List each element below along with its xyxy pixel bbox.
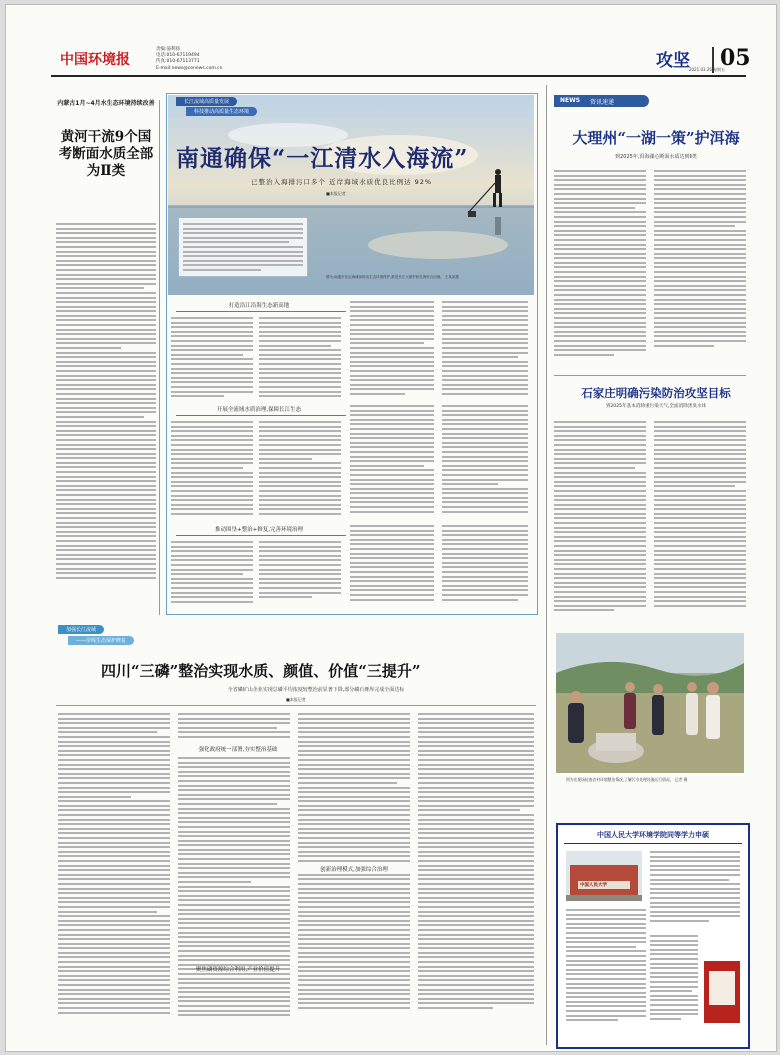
ad-box xyxy=(556,823,750,1049)
news-photo xyxy=(556,633,744,773)
news-flash-tag xyxy=(554,95,649,107)
news-photo-caption: 图为在现场检查农村环境整治情况,了解污水处理设施运行情况。 记者 摄 xyxy=(566,777,688,782)
lead-body-col4b xyxy=(442,405,528,521)
subhead-rule xyxy=(176,535,346,536)
news-2-body-col1 xyxy=(554,421,646,629)
sichuan-subhead-1: 强化政府统一部署,夯实整治基础 xyxy=(198,747,278,753)
lead-body-col1b xyxy=(171,421,253,521)
lead-body-col4c xyxy=(442,525,528,609)
news-flash-tag-cn: 资讯速递 xyxy=(590,99,615,106)
news-title-2: 石家庄明确污染防治攻坚目标 xyxy=(581,386,731,400)
lead-photo-caption: 图为:南通市在沿海滩涂推动生态环境保护,推进长江大保护和近海综合治理。 王某某摄 xyxy=(326,275,459,279)
sichuan-body-col3 xyxy=(298,713,410,1041)
right-column-rule xyxy=(546,85,547,1045)
lead-subhead-2: 开展全流域水质治理,保障长江生态 xyxy=(216,407,302,413)
subhead-rule xyxy=(176,415,346,416)
news-flash-tag-en: NEWS xyxy=(560,97,581,104)
ad-book-cover xyxy=(704,961,740,1023)
lead-body-col2b xyxy=(259,421,341,521)
lead-subhead-1: 打造沿江沿海生态新高地 xyxy=(228,303,290,309)
lead-intro-text xyxy=(183,223,303,273)
left-brief-title: 黄河干流9个国考断面水质全部为Ⅱ类 xyxy=(58,129,154,179)
page-date: 2021.03.26 星期五 xyxy=(689,67,726,72)
ad-rule xyxy=(564,843,742,844)
ad-book-page xyxy=(709,971,735,1005)
page-number: 05 xyxy=(720,45,751,71)
ad-building-photo xyxy=(566,851,642,901)
news-deck-2: 到2025年基本消除重污染天气,全面消除黑臭水体 xyxy=(605,404,707,409)
masthead-info: 责编:晏利扬 电话:010-67119494 传真:010-67113771 E-mail:news@cenews.com.cn xyxy=(156,47,223,71)
news-1-body-col1 xyxy=(554,170,646,370)
news-2-body-col2 xyxy=(654,421,746,629)
village-photo-graphic xyxy=(556,633,744,773)
lead-byline: ■本报记者 xyxy=(326,191,346,196)
sichuan-subhead-2: 创新治理模式,加强综合治理 xyxy=(298,865,410,873)
lead-body-col2c xyxy=(259,541,341,609)
ad-title: 中国人民大学环境学院同等学力申硕 xyxy=(597,831,709,839)
sichuan-deck: 全省磷矿山企业实现总磷平均浓度较整治前显著下降,部分磷石膏库完成全面达标 xyxy=(227,687,405,693)
sichuan-tag-2: ——岸线生态保护修复 xyxy=(68,636,134,645)
newspaper-page xyxy=(5,4,777,1052)
column-rule xyxy=(159,100,160,615)
subhead-rule xyxy=(176,311,346,312)
lead-title: 南通确保“一江清水入海流” xyxy=(176,145,469,172)
sichuan-title: 四川“三磷”整治实现水质、颜值、价值“三提升” xyxy=(101,662,421,680)
lead-body-col1 xyxy=(171,317,253,401)
lead-body-col3b xyxy=(350,405,434,521)
sichuan-body-col2 xyxy=(178,757,290,1041)
section-name: 攻坚 xyxy=(656,51,690,71)
sichuan-tag-1: 加强长江流域 xyxy=(58,625,104,634)
news-divider xyxy=(554,375,746,376)
lead-intro-box xyxy=(178,217,308,277)
sichuan-body-col1 xyxy=(58,713,170,1041)
left-brief-body xyxy=(56,223,156,615)
ad-body-mid xyxy=(650,935,698,1035)
news-title-1: 大理州“一湖一策”护洱海 xyxy=(572,129,740,147)
news-deck-1: 到2025年,洱海湖心断面水质达到Ⅱ类 xyxy=(615,154,697,160)
masthead-logo: 中国环境报 xyxy=(60,52,130,68)
ad-body-left xyxy=(566,909,646,1039)
news-1-body-col2 xyxy=(654,170,746,370)
lead-subhead-3: 推动围垦+整治+修复,完善环境治理 xyxy=(215,527,303,533)
sichuan-body-col4 xyxy=(418,713,534,1041)
sichuan-body-col2a xyxy=(178,713,290,743)
lead-body-col1c xyxy=(171,541,253,609)
lead-tag-2: 科技推动高质量生态环境 xyxy=(186,107,257,116)
lead-deck: 已整治入海排污口多个 近岸海域水质优良比例达 92% xyxy=(251,178,433,186)
ad-body-right xyxy=(650,851,740,931)
building-graphic xyxy=(566,851,642,901)
lead-body-col4 xyxy=(442,301,528,401)
lead-body-col2 xyxy=(259,317,341,401)
lead-body-col3c xyxy=(350,525,434,609)
sichuan-subhead-3: 聚焦磷资源综合利用,产业价值提升 xyxy=(195,967,281,973)
masthead-rule xyxy=(51,75,746,77)
left-brief-kicker: 内蒙古1月~4月水生态环境持续改善 xyxy=(57,100,155,107)
ad-building-sign: 中国人民大学 xyxy=(580,883,607,888)
sichuan-byline: ■本报记者 xyxy=(286,697,306,702)
lead-tag-1: 长江流域高质量发展 xyxy=(176,97,237,106)
lead-body-col3 xyxy=(350,301,434,401)
sichuan-rule xyxy=(56,705,536,706)
